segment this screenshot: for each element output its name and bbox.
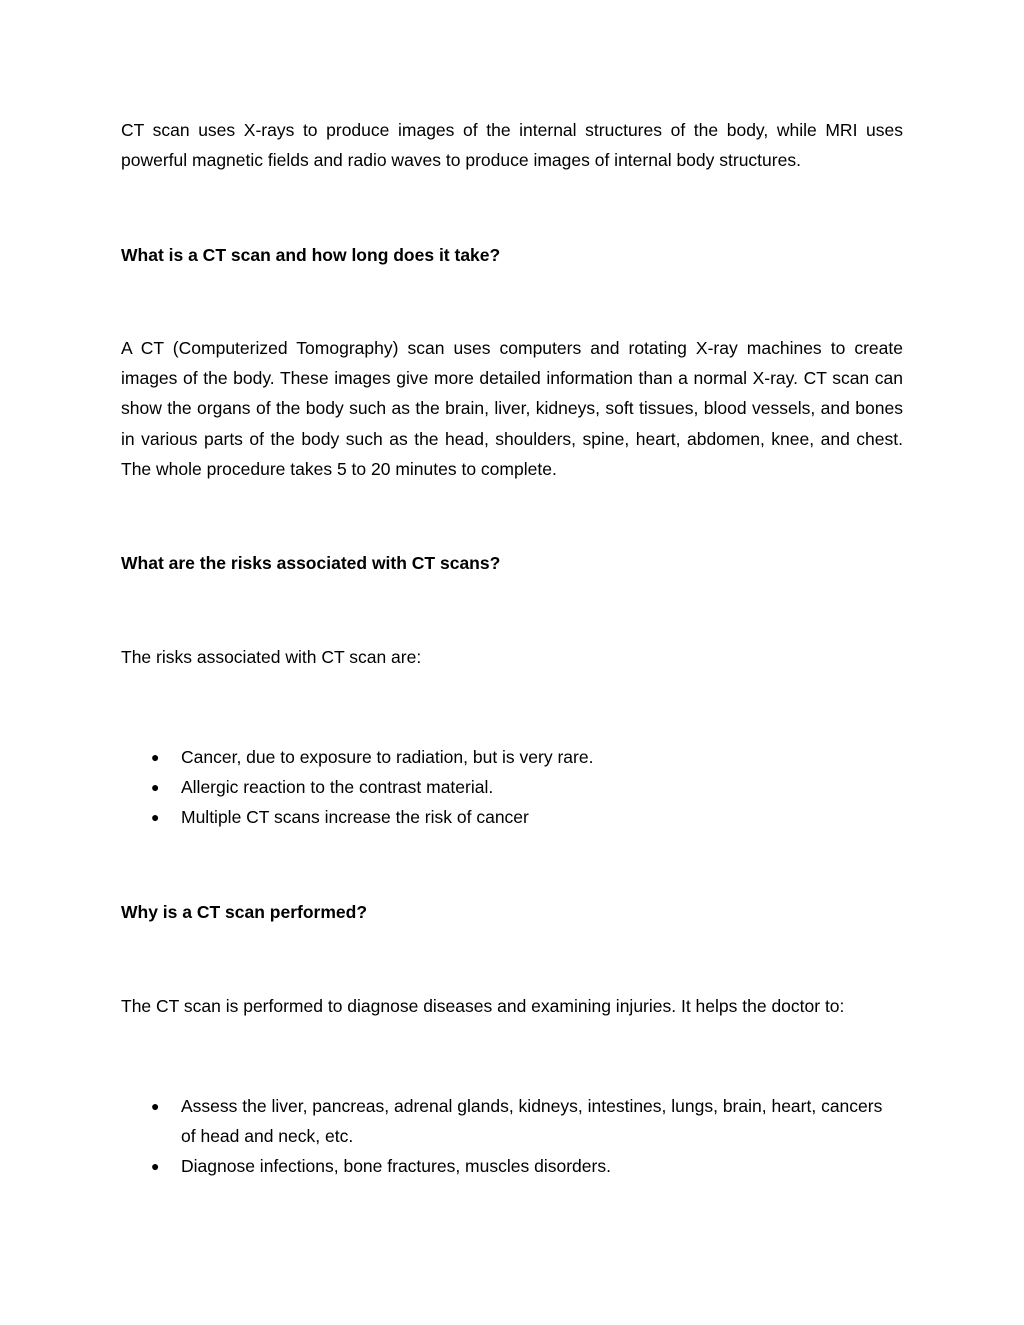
performed-bullet-list: [121, 1091, 903, 1182]
list-item: [121, 1091, 903, 1151]
list-item: [121, 772, 903, 802]
bullet-icon: ●: [151, 749, 160, 765]
bullet-icon: ●: [151, 779, 160, 796]
list-item-text: Diagnose infections, bone fractures, muscles disorders.: [181, 1156, 611, 1177]
list-item-text: Cancer, due to exposure to radiation, but is very rare.: [181, 747, 594, 767]
performed-intro-paragraph: The CT scan is performed to diagnose diseases and examining injuries. It helps the doctor to:: [121, 996, 845, 1016]
list-item-text: Multiple CT scans increase the risk of cancer: [181, 807, 529, 828]
bullet-icon: ●: [151, 1158, 160, 1175]
list-item: [121, 802, 903, 832]
section-heading-ct-risks: What are the risks associated with CT scans?: [121, 553, 501, 573]
risks-bullet-list: [121, 742, 903, 833]
risks-intro-paragraph: The risks associated with CT scan are:: [121, 647, 422, 667]
list-item-text: Allergic reaction to the contrast material.: [181, 777, 494, 798]
bullet-icon: ●: [151, 1098, 160, 1114]
intro-paragraph: CT scan uses X-rays to produce images of the internal structures of the body, while MRI uses powerful magnetic fields and radio waves to produce images of internal body structures.: [121, 120, 903, 171]
section-heading-why-ct-performed: Why is a CT scan performed?: [121, 902, 368, 922]
list-item: [121, 742, 903, 772]
list-item: [121, 1151, 903, 1181]
list-item-text: Assess the liver, pancreas, adrenal glands, kidneys, intestines, lungs, brain, heart, cancers of head and neck, etc.: [181, 1096, 883, 1147]
document-page: [121, 0, 903, 1325]
bullet-icon: ●: [151, 809, 160, 826]
section-heading-ct-scan-duration: What is a CT scan and how long does it take?: [121, 245, 501, 265]
ct-scan-description-paragraph: A CT (Computerized Tomography) scan uses computers and rotating X-ray machines to create images of the body. These images give more detailed information than a normal X-ray. CT scan can show the organs of the body such as the brain, liver, kidneys, soft tissues, blood vessels, and bones in various parts of the body such as the head, shoulders, spine, heart, abdomen, knee, and chest. The whole procedure takes 5 to 20 minutes to complete.: [121, 338, 903, 479]
